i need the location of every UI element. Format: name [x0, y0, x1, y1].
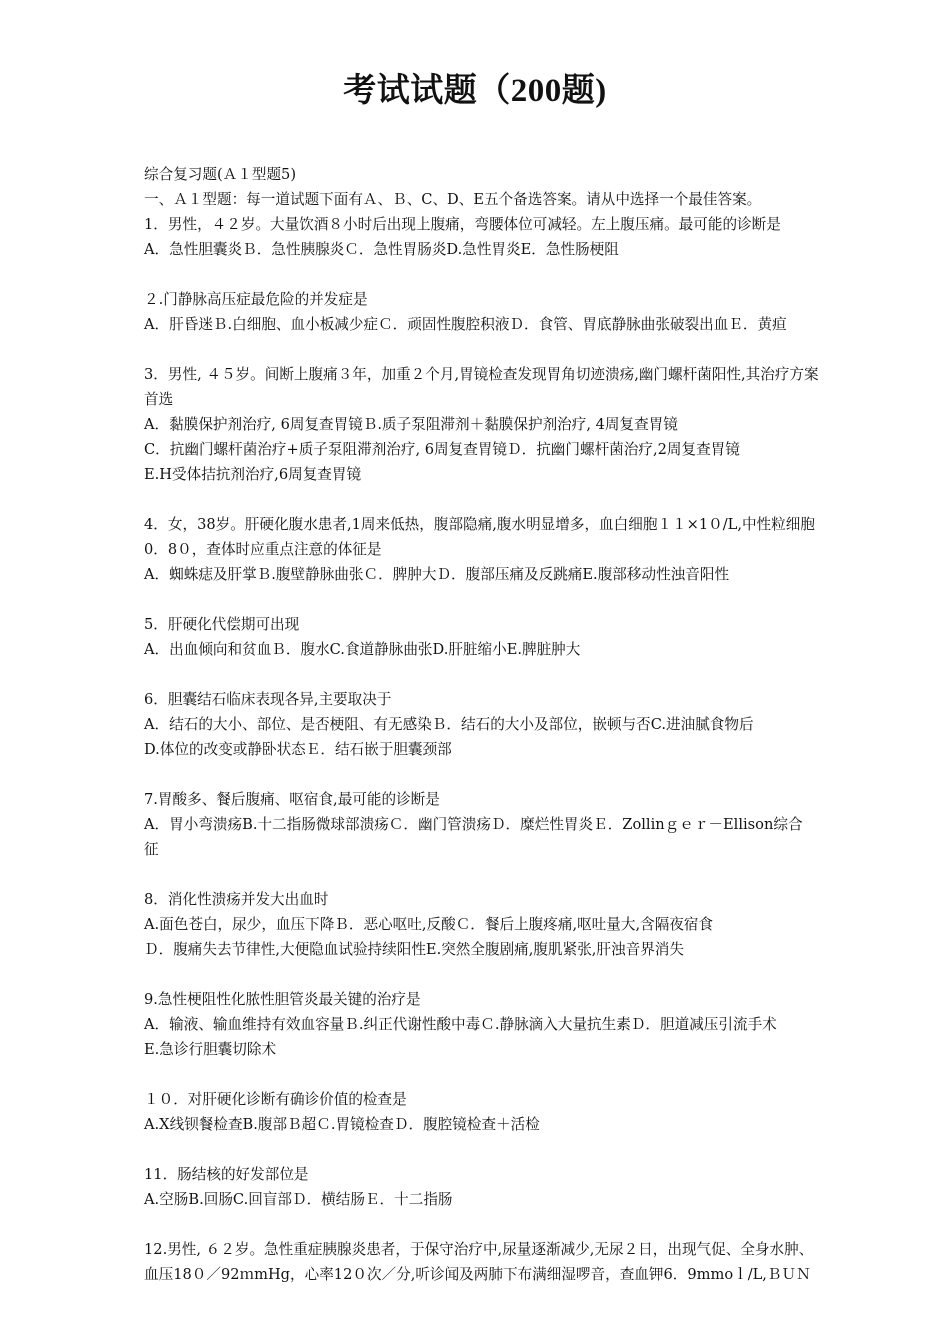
blank-line [144, 1137, 910, 1162]
text-line: 9.急性梗阻性化脓性胆管炎最关键的治疗是 [144, 991, 421, 1008]
text-line: 7.胃酸多、餐后腹痛、呕宿食,最可能的诊断是 [144, 791, 440, 808]
text-line: A．结石的大小、部位、是否梗阻、有无感染Ｂ．结石的大小及部位，嵌顿与否C.进油腻食物后 [144, 716, 754, 733]
text-line: 6．胆囊结石临床表现各异,主要取决于 [144, 691, 392, 708]
text-line: 5．肝硬化代偿期可出现 [144, 616, 300, 633]
text-line: A．出血倾向和贫血Ｂ．腹水C.食道静脉曲张D.肝脏缩小E.脾脏肿大 [144, 641, 581, 658]
blank-line [144, 587, 910, 612]
text-line: A．急性胆囊炎Ｂ．急性胰腺炎Ｃ．急性胃肠炎D.急性胃炎E．急性肠梗阻 [144, 241, 619, 258]
text-line: １０．对肝硬化诊断有确诊价值的检查是 [144, 1091, 407, 1108]
text-line: E.H受体拮抗剂治疗,6周复查胃镜 [144, 466, 362, 483]
text-line: E.急诊行胆囊切除术 [144, 1041, 277, 1058]
page-title: 考试试题（200题) [343, 73, 607, 109]
text-line: 3．男性, ４５岁。间断上腹痛３年，加重２个月,胃镜检查发现胃角切迹溃疡,幽门螺杆菌阳性,其治疗方案 [144, 366, 819, 383]
blank-line [144, 962, 910, 987]
text-line: A．黏膜保护剂治疗, 6周复查胃镜Ｂ.质子泵阻滞剂＋黏膜保护剂治疗, 4周复查胃镜 [144, 416, 678, 433]
text-line: 12.男性, ６２岁。急性重症胰腺炎患者，于保守治疗中,尿量逐渐减少,无尿２日，出现气促、全身水肿、 [144, 1241, 814, 1258]
text-line: Ｄ．腹痛失去节律性,大便隐血试验持续阳性E.突然全腹剧痛,腹肌紧张,肝浊音界消失 [144, 941, 684, 958]
text-line: 血压18０／92ｍmHg，心率12０次／分,听诊闻及两肺下布满细湿啰音，查血钾6．9mmoｌ/L,ＢＵＮ [144, 1266, 811, 1283]
blank-line [144, 1062, 910, 1087]
text-line: 征 [144, 841, 159, 858]
text-line: 11．肠结核的好发部位是 [144, 1166, 309, 1183]
blank-line [144, 762, 910, 787]
question-list [144, 162, 910, 1287]
text-line: A.X线钡餐检查B.腹部Ｂ超Ｃ.胃镜检查Ｄ．腹腔镜检查＋活检 [144, 1116, 540, 1133]
blank-line [144, 862, 910, 887]
text-line: 8．消化性溃疡并发大出血时 [144, 891, 329, 908]
blank-line [144, 337, 910, 362]
text-line: ２.门静脉高压症最危险的并发症是 [144, 291, 368, 308]
text-line: 一、Ａ１型题：每一道试题下面有Ａ、Ｂ、C、D、E五个备选答案。请从中选择一个最佳答案。 [144, 191, 762, 208]
text-line: 1．男性，４２岁。大量饮酒８小时后出现上腹痛，弯腰体位可减轻。左上腹压痛。最可能的诊断是 [144, 216, 781, 233]
blank-line [144, 662, 910, 687]
blank-line [144, 262, 910, 287]
text-line: A.空肠B.回肠C.回盲部Ｄ．横结肠Ｅ．十二指肠 [144, 1191, 453, 1208]
text-line: A.面色苍白，尿少，血压下降Ｂ．恶心呕吐,反酸Ｃ．餐后上腹疼痛,呕吐量大,含隔夜宿食 [144, 916, 714, 933]
blank-line [144, 487, 910, 512]
text-line: 0．8０，查体时应重点注意的体征是 [144, 541, 382, 558]
text-line: A．输液、输血维持有效血容量Ｂ.纠正代谢性酸中毒Ｃ.静脉滴入大量抗生素Ｄ．胆道减压引流手术 [144, 1016, 777, 1033]
text-line: C．抗幽门螺杆菌治疗+质子泵阻滞剂治疗, 6周复查胃镜Ｄ．抗幽门螺杆菌治疗,2周复查胃镜 [144, 441, 740, 458]
text-line: A．胃小弯溃疡B.十二指肠微球部溃疡Ｃ．幽门管溃疡Ｄ．糜烂性胃炎Ｅ．Zollinｇｅｒ－Ellison综合 [144, 816, 803, 833]
text-line: A．肝昏迷Ｂ.白细胞、血小板减少症Ｃ．顽固性腹腔积液Ｄ．食管、胃底静脉曲张破裂出血Ｅ．黄疸 [144, 316, 787, 333]
text-line: 综合复习题(Ａ１型题5) [144, 166, 297, 183]
text-line: 首选 [144, 391, 174, 408]
text-line: D.体位的改变或静卧状态Ｅ．结石嵌于胆囊颈部 [144, 741, 452, 758]
text-line: 4．女，38岁。肝硬化腹水患者,1周来低热，腹部隐痛,腹水明显增多，血白细胞１１×1０/L,中性粒细胞 [144, 516, 815, 533]
text-line: A．蜘蛛痣及肝掌Ｂ.腹壁静脉曲张Ｃ．脾肿大Ｄ．腹部压痛及反跳痛E.腹部移动性浊音阳性 [144, 566, 730, 583]
blank-line [144, 1212, 910, 1237]
